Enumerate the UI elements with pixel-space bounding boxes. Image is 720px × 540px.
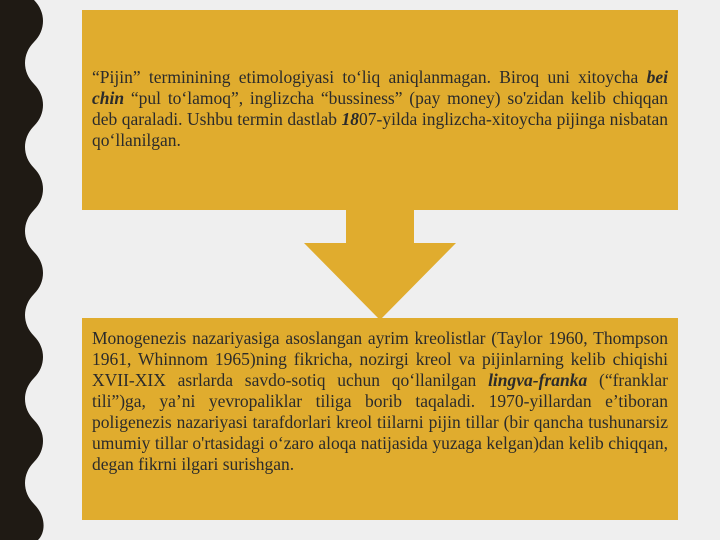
down-arrow-icon [304,209,456,320]
monogenesis-text [92,328,668,475]
monogenesis-box [82,318,678,520]
wavy-edge-decoration [0,0,46,540]
etymology-term-bei-chin: bei chin [92,67,668,108]
monogenesis-text-part-1: Monogenezis nazariyasiga asoslangan ayrim kreolistlar (Taylor 1960, Thompson 1961, Whinnom 1965)ning fikricha, nozirgi kreol va pijinlarning kelib chiqishi XVII-XIX asrlarda savdo-sotiq uchun qo‘llanilgan [92,328,668,390]
etymology-text [92,67,668,151]
monogenesis-term-lingva-franka: lingva-franka [488,370,588,390]
etymology-text-part-2: “pul to‘lamoq”, inglizcha “bussiness” (pay money) so'zidan kelib chiqqan deb qaraladi. Ushbu termin dastlab [92,88,668,129]
etymology-text-part-1: “Pijin” terminining etimologiyasi to‘liq aniqlanmagan. Biroq uni xitoycha [92,67,647,87]
etymology-text-part-3: 07-yilda inglizcha-xitoycha pijinga nisbatan qo‘llanilgan. [92,109,668,150]
etymology-year-highlight: 18 [341,109,359,129]
etymology-box [82,10,678,210]
monogenesis-text-part-2: (“franklar tili”)ga, ya’ni yevropaliklar tiliga borib taqaladi. 1970-yillardan e’tiboran poligenezis nazariyasi tarafdorlari kreol tiilarni pijin tillar (bir qancha tushunarsiz umumiy tillar o'rtasidagi o‘zaro aloqa natijasida yuzaga kelgan)dan kelib chiqqan, degan fikrni ilgari surishgan. [92,370,668,474]
